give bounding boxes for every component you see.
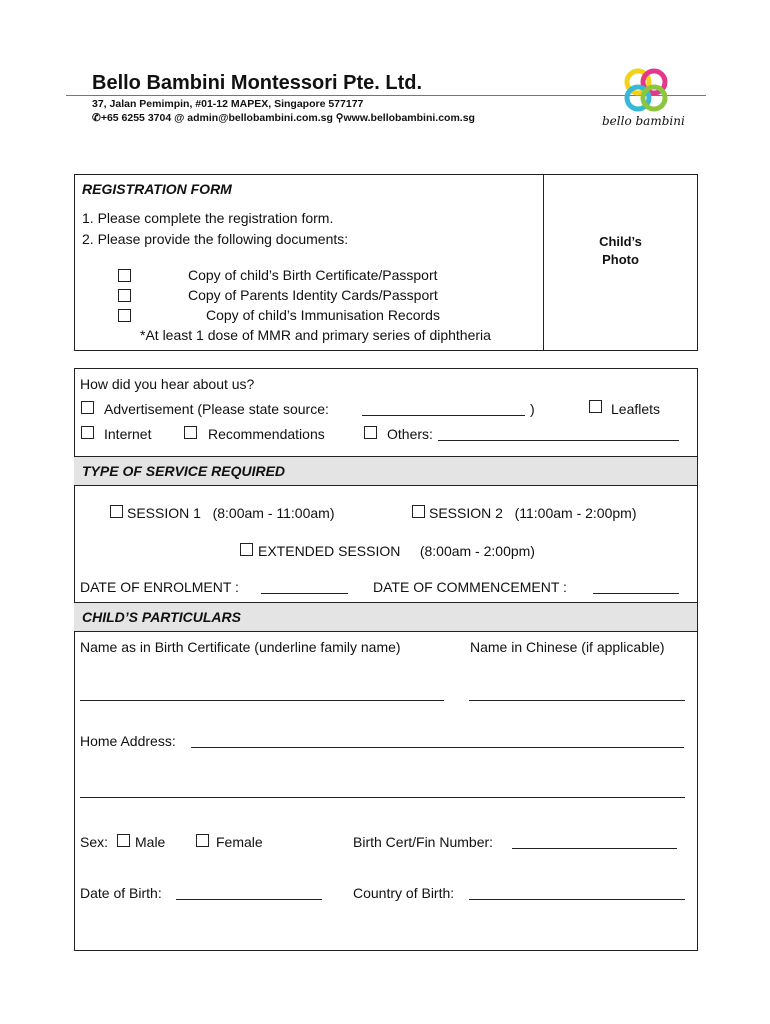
doc-1-checkbox[interactable] [118, 269, 131, 282]
child-photo-label [544, 233, 697, 269]
male-checkbox[interactable] [117, 834, 130, 847]
recommendations-checkbox[interactable] [184, 426, 197, 439]
phone-icon: ✆ [92, 112, 101, 124]
doc-2-label: Copy of Parents Identity Cards/Passport [188, 287, 438, 303]
commencement-date-field[interactable] [593, 593, 679, 594]
advertisement-source-field[interactable] [362, 415, 525, 416]
session-2-checkbox[interactable] [412, 505, 425, 518]
home-address-label: Home Address: [80, 733, 176, 749]
home-address-field-2[interactable] [80, 797, 685, 798]
logo-flower-icon [596, 68, 696, 116]
internet-checkbox[interactable] [81, 426, 94, 439]
service-title: TYPE OF SERVICE REQUIRED [82, 463, 286, 479]
doc-2-checkbox[interactable] [118, 289, 131, 302]
session-1-checkbox[interactable] [110, 505, 123, 518]
name-chinese-label: Name in Chinese (if applicable) [470, 639, 665, 655]
female-checkbox[interactable] [196, 834, 209, 847]
advertisement-checkbox[interactable] [81, 401, 94, 414]
session-2-label: SESSION 2 (11:00am - 2:00pm) [429, 505, 637, 521]
home-address-field-1[interactable] [191, 747, 684, 748]
at-icon: @ [174, 112, 185, 124]
commencement-label: DATE OF COMMENCEMENT : [373, 579, 567, 595]
session-1-label: SESSION 1 (8:00am - 11:00am) [127, 505, 335, 521]
sex-label: Sex: [80, 834, 109, 850]
country-of-birth-label: Country of Birth: [353, 885, 455, 901]
extended-session-label: EXTENDED SESSION (8:00am - 2:00pm) [258, 543, 535, 559]
logo [596, 68, 696, 132]
birth-cert-fin-field[interactable] [512, 848, 677, 849]
company-name: Bello Bambini Montessori Pte. Ltd. [92, 72, 423, 94]
others-checkbox[interactable] [364, 426, 377, 439]
name-birth-cert-field[interactable] [80, 700, 444, 701]
advertisement-close-paren: ) [530, 401, 535, 417]
dob-label: Date of Birth: [80, 885, 162, 901]
instruction-2: 2. Please provide the following documents: [82, 231, 349, 247]
country-of-birth-field[interactable] [469, 899, 685, 900]
enrolment-label: DATE OF ENROLMENT : [80, 579, 239, 595]
company-website: www.bellobambini.com.sg [343, 112, 475, 124]
extended-session-checkbox[interactable] [240, 543, 253, 556]
internet-label: Internet [104, 426, 152, 442]
advertisement-label: Advertisement (Please state source: [104, 401, 329, 417]
hear-question: How did you hear about us? [80, 376, 255, 392]
company-address: 37, Jalan Pemimpin, #01-12 MAPEX, Singapore 577177 [92, 98, 364, 110]
dob-field[interactable] [176, 899, 322, 900]
search-icon: ⚲ [335, 112, 344, 124]
child-photo-line1: Child’s [599, 234, 642, 249]
registration-title: REGISTRATION FORM [82, 181, 232, 197]
birth-cert-fin-label: Birth Cert/Fin Number: [353, 834, 494, 850]
recommendations-label: Recommendations [208, 426, 325, 442]
doc-1-label: Copy of child’s Birth Certificate/Passport [188, 267, 438, 283]
logo-text: bello bambini [602, 114, 685, 128]
instruction-1: 1. Please complete the registration form. [82, 210, 334, 226]
name-birth-cert-label: Name as in Birth Certificate (underline family name) [80, 639, 401, 655]
male-label: Male [135, 834, 166, 850]
name-chinese-field[interactable] [469, 700, 685, 701]
particulars-title: CHILD’S PARTICULARS [82, 609, 241, 625]
company-email: admin@bellobambini.com.sg [187, 112, 333, 124]
immunisation-note: *At least 1 dose of MMR and primary series of diphtheria [140, 327, 491, 343]
leaflets-checkbox[interactable] [589, 400, 602, 413]
company-phone: +65 6255 3704 [100, 112, 172, 124]
leaflets-label: Leaflets [611, 401, 661, 417]
company-contact [92, 112, 475, 124]
enrolment-date-field[interactable] [261, 593, 348, 594]
others-field[interactable] [438, 440, 679, 441]
doc-3-label: Copy of child’s Immunisation Records [206, 307, 440, 323]
others-label: Others: [387, 426, 433, 442]
female-label: Female [216, 834, 263, 850]
doc-3-checkbox[interactable] [118, 309, 131, 322]
child-photo-line2: Photo [602, 252, 639, 267]
